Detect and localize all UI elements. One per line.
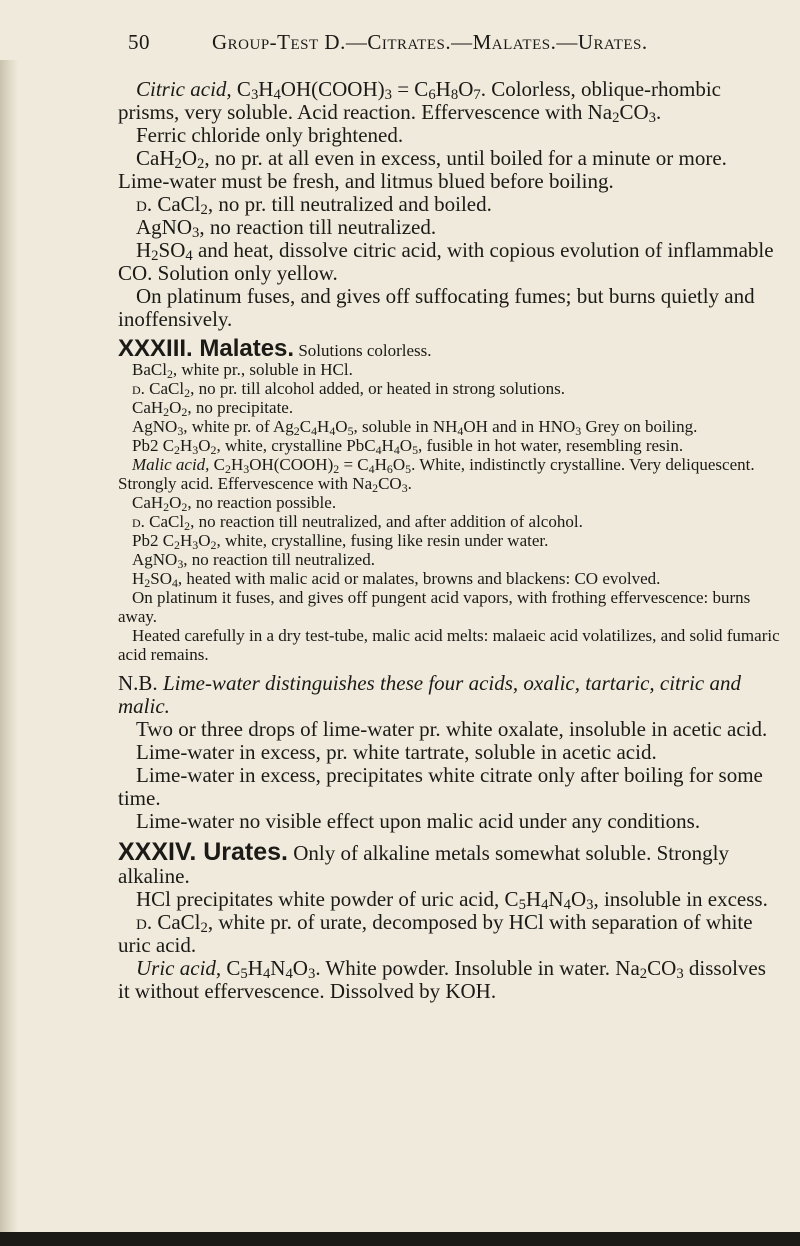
page-body — [118, 78, 780, 1003]
malic-line: $H_2SO_4$, heated with malic acid or malates, browns and blackens: CO evolved. — [132, 569, 661, 590]
urates-line: HCl precipitates white powder of uric acid, $C_5H_4N_4O_3$, insoluble in excess. — [136, 887, 768, 913]
uric-acid-paragraph — [118, 957, 780, 1003]
urates-line: d. CaCl$_2$, white pr. of urate, decomposed by HCl with separation of white uric acid. — [118, 910, 753, 957]
malic-line: d. CaCl$_2$, no reaction till neutralized, and after addition of alcohol. — [132, 512, 583, 533]
page-spine-shadow — [0, 60, 18, 1246]
malates-line: BaCl$_2$, white pr., soluble in HCl. — [132, 360, 353, 381]
malates-line: AgNO$_3$, white pr. of $Ag_2C_4H_4O_5$, soluble in $NH_4OH$ and in $HNO_3$ Grey on boiling. — [132, 417, 698, 438]
malates-line: d. CaCl$_2$, no pr. till alcohol added, or heated in strong solutions. — [132, 379, 565, 400]
malates-line: $CaH_2O_2$, no precipitate. — [132, 398, 294, 419]
malic-line: On platinum it fuses, and gives off pungent acid vapors, with frothing effervescence: burns away. — [118, 588, 751, 626]
urates-heading: XXXIV. Urates. — [118, 838, 289, 866]
citric-line: On platinum fuses, and gives off suffocating fumes; but burns quietly and inoffensively. — [118, 284, 755, 331]
running-header — [128, 30, 788, 55]
uric-acid-name: Uric acid, — [136, 956, 222, 980]
citric-line: Ferric chloride only brightened. — [136, 123, 404, 147]
malic-line: $CaH_2O_2$, no reaction possible. — [132, 493, 337, 514]
nb-line: Lime-water in excess, precipitates white citrate only after boiling for some time. — [118, 763, 763, 810]
malic-acid-paragraph — [118, 455, 780, 493]
citric-line: d. CaCl$_2$, no pr. till neutralized and boiled. — [136, 192, 492, 218]
citric-acid-name: Citric acid, — [136, 77, 232, 101]
nb-prefix: N.B. — [118, 671, 158, 695]
citric-acid-description: Colorless, oblique-rhombic prisms, very soluble. Acid reaction. Effervescence with $Na_2CO_3$. — [118, 77, 722, 126]
nb-line: Two or three drops of lime-water pr. white oxalate, insoluble in acetic acid. — [136, 717, 768, 741]
nb-line: Lime-water no visible effect upon malic acid under any conditions. — [136, 809, 701, 833]
malates-line: Pb2 $C_2H_3O_2$, white, crystalline $PbC_4H_4O_5$, fusible in hot water, resembling resin. — [132, 436, 684, 457]
malic-acid-formula: $C_2H_3OH(COOH)_2 = C_4H_6O_5$. — [213, 455, 416, 476]
bottom-scan-edge — [0, 1232, 800, 1246]
nb-paragraph — [118, 672, 780, 718]
citric-line: $CaH_2O_2$, no pr. at all even in excess, until boiled for a minute or more. Lime-water must be fresh, and litmus blued before boiling. — [118, 146, 727, 193]
malic-line: AgNO$_3$, no reaction till neutralized. — [132, 550, 375, 571]
malates-heading: XXXIII. Malates. — [118, 335, 295, 362]
malates-heading-rest: Solutions colorless. — [294, 341, 432, 360]
urates-heading-rest: Only of alkaline metals somewhat soluble. Strongly alkaline. — [118, 841, 729, 888]
uric-acid-description: $C_5H_4N_4O_3$. White powder. Insoluble in water. $Na_2CO_3$ dissolves it without effervescence. Dissolved by KOH. — [118, 956, 766, 1003]
nb-italic: Lime-water distinguishes these four acids, oxalic, tartaric, citric and malic. — [118, 671, 741, 718]
citric-line: AgNO$_3$, no reaction till neutralized. — [136, 215, 437, 241]
malic-acid-description: White, indistinctly crystalline. Very deliquescent. Strongly acid. Effervescence with $Na_2CO_3$. — [118, 455, 755, 495]
malates-section — [118, 335, 780, 664]
citric-line: $H_2SO_4$ and heat, dissolve citric acid, with copious evolution of inflammable CO. Solution only yellow. — [118, 238, 774, 285]
urates-section — [118, 838, 780, 1003]
citric-acid-formula: $C_3H_4OH(COOH)_3 = C_6H_8O_7$. — [236, 77, 486, 103]
nb-section — [118, 672, 780, 833]
citric-acid-paragraph — [118, 78, 780, 124]
header-title: Group-Test D.—Citrates.—Malates.—Urates. — [212, 30, 648, 54]
malates-heading-line — [118, 335, 780, 362]
nb-line: Lime-water in excess, pr. white tartrate, soluble in acetic acid. — [136, 740, 657, 764]
citric-acid-section — [118, 78, 780, 331]
malic-line: Pb2 $C_2H_3O_2$, white, crystalline, fusing like resin under water. — [132, 531, 549, 552]
malic-line: Heated carefully in a dry test-tube, malic acid melts: malaeic acid volatilizes, and solid fumaric acid remains. — [118, 626, 780, 664]
page-number: 50 — [128, 30, 150, 54]
malic-acid-name: Malic acid, — [132, 455, 210, 474]
urates-heading-line — [118, 838, 780, 888]
